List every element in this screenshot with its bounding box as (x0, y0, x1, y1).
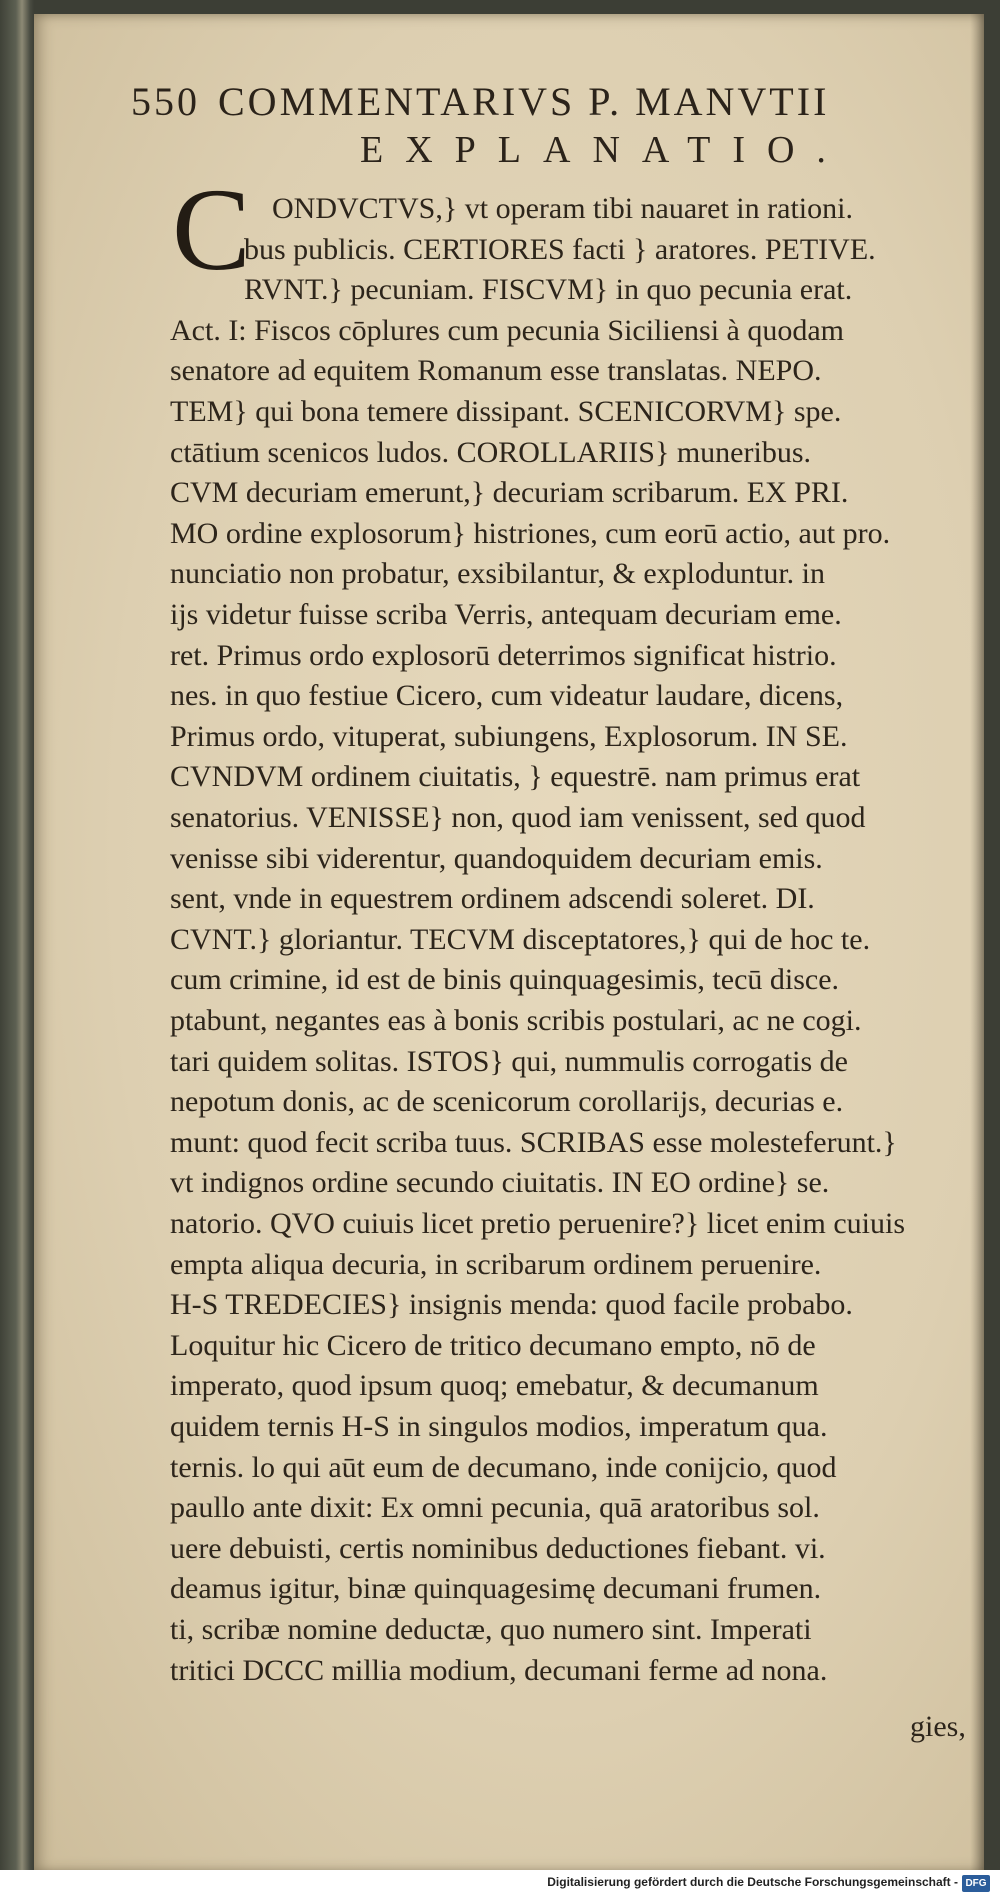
text-line: H-S TREDECIES} insignis menda: quod facile probabo. (170, 1288, 853, 1322)
text-line: Loquitur hic Cicero de tritico decumano empto, nō de (170, 1328, 816, 1362)
text-line: bus publicis. CERTIORES facti } aratores. PETIVE. (244, 232, 876, 266)
text-line: ptabunt, negantes eas à bonis scribis postulari, ac ne cogi. (170, 1004, 862, 1037)
text-line: venisse sibi viderentur, quandoquidem decuriam emis. (170, 841, 823, 875)
text-line: ti, scribæ nomine deductæ, quo numero sint. Imperati (170, 1613, 812, 1646)
text-line: ternis. lo qui aūt eum de decumano, inde conijcio, quod (170, 1450, 837, 1484)
text-line: cum crimine, id est de binis quinquagesimis, tecū disce. (170, 963, 840, 997)
footer-credit: Digitalisierung gefördert durch die Deutsche Forschungsgemeinschaft - (547, 1875, 958, 1889)
text-line: vt indignos ordine secundo ciuitatis. IN EO ordine} se. (170, 1166, 830, 1200)
text-line: empta aliqua decuria, in scribarum ordinem peruenire. (170, 1247, 822, 1281)
text-line: quidem ternis H-S in singulos modios, imperatum qua. (170, 1410, 828, 1443)
text-line: deamus igitur, binæ quinquagesimę decumani frumen. (170, 1572, 822, 1606)
text-line: nunciatio non probatur, exsibilantur, & exploduntur. in (170, 557, 825, 591)
running-head-title: COMMENTARIVS P. MANVTII (218, 79, 830, 124)
text-line: senatore ad equitem Romanum esse translatas. NEPO. (170, 354, 822, 388)
text-line: paullo ante dixit: Ex omni pecunia, quā aratoribus sol. (170, 1491, 820, 1525)
text-line: tritici DCCC millia modium, decumani ferme ad nona. (170, 1653, 828, 1687)
text-line: TEM} qui bona temere dissipant. SCENICORVM} spe. (170, 395, 842, 428)
text-line: MO ordine explosorum} histriones, cum eorū actio, aut pro. (170, 516, 891, 550)
text-line: uere debuisti, certis nominibus deductiones fiebant. vi. (170, 1531, 826, 1565)
section-title: EXPLANATIO. (360, 129, 848, 171)
drop-initial: C (172, 164, 251, 295)
text-line: tari quidem solitas. ISTOS} qui, nummulis corrogatis de (170, 1044, 848, 1078)
text-line: ctātium scenicos ludos. COROLLARIIS} muneribus. (170, 435, 812, 469)
text-line: Primus ordo, vituperat, subiungens, Explosorum. IN SE. (170, 719, 848, 753)
catchword: gies, (910, 1710, 966, 1743)
text-line: CVNT.} gloriantur. TECVM disceptatores,} qui de hoc te. (170, 922, 871, 956)
text-line: imperato, quod ipsum quoq; emebatur, & decumanum (170, 1369, 819, 1403)
text-line: nes. in quo festiue Cicero, cum videatur laudare, dicens, (170, 679, 844, 713)
text-line: CVNDVM ordinem ciuitatis, } equestrē. nam primus erat (170, 760, 861, 794)
text-line: natorio. QVO cuiuis licet pretio peruenire?} licet enim cuiuis (170, 1207, 905, 1240)
page-number: 550 (131, 79, 200, 124)
text-line: ret. Primus ordo explosorū deterrimos significat histrio. (170, 638, 837, 672)
digitization-footer (0, 1870, 1000, 1899)
text-line: nepotum donis, ac de scenicorum corollarijs, decurias e. (170, 1085, 844, 1119)
text-line: ONDVCTVS,} vt operam tibi nauaret in rationi. (272, 192, 853, 225)
text-line: sent, vnde in equestrem ordinem adscendi soleret. DI. (170, 882, 815, 916)
text-line: CVM decuriam emerunt,} decuriam scribarum. EX PRI. (170, 476, 849, 510)
text-line: ijs videtur fuisse scriba Verris, antequam decuriam eme. (170, 598, 842, 631)
text-line: munt: quod fecit scriba tuus. SCRIBAS esse molesteferunt.} (170, 1125, 897, 1159)
text-line: Act. I: Fiscos cōplures cum pecunia Siciliensi à quodam (170, 313, 845, 347)
text-line: senatorius. VENISSE} non, quod iam venissent, sed quod (170, 801, 866, 834)
dfg-logo: DFG (962, 1875, 990, 1892)
text-line: RVNT.} pecuniam. FISCVM} in quo pecunia erat. (244, 273, 853, 307)
